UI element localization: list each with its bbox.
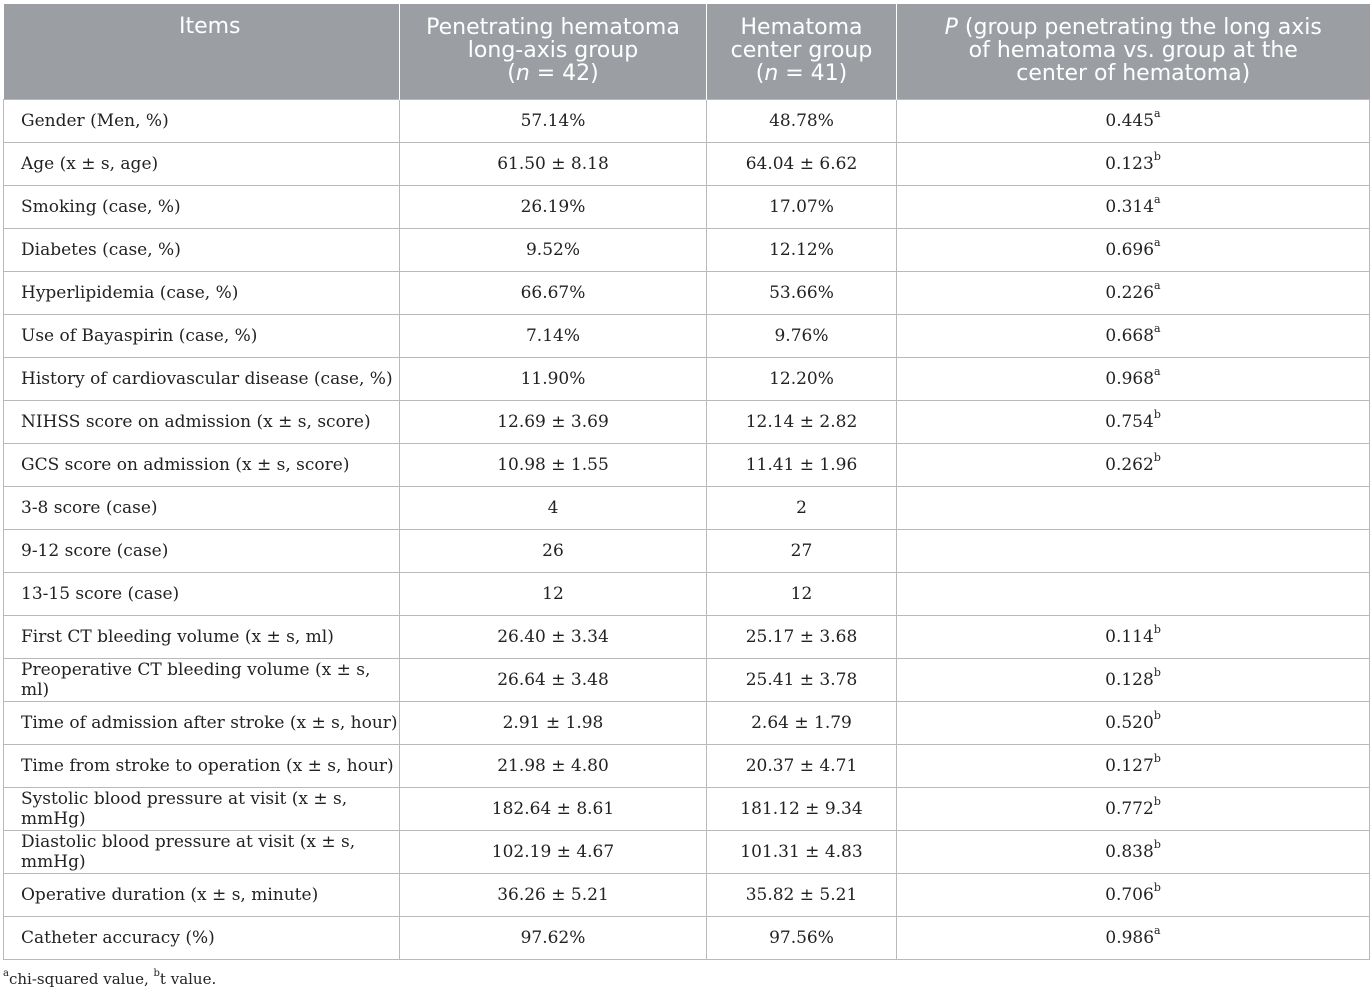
cell-p-value xyxy=(897,616,1370,659)
cell-item: Hyperlipidemia (case, %) xyxy=(4,272,400,315)
header-center-line1: Hematoma xyxy=(740,15,863,40)
header-p-line2: of hematoma vs. group at the xyxy=(968,38,1298,63)
p-value-text: 0.986 xyxy=(1105,928,1155,948)
p-value-text: 0.520 xyxy=(1105,713,1154,733)
p-value-mark: a xyxy=(1154,924,1161,938)
table-row xyxy=(4,315,1370,358)
cell-p-value xyxy=(897,702,1370,745)
cell-p-value xyxy=(897,229,1370,272)
cell-p-value xyxy=(897,186,1370,229)
cell-center: 9.76% xyxy=(707,315,897,358)
cell-long-axis: 12.69 ± 3.69 xyxy=(400,401,707,444)
header-p-line1: P (group penetrating the long axis xyxy=(944,15,1322,40)
cell-center: 2.64 ± 1.79 xyxy=(707,702,897,745)
cell-center: 48.78% xyxy=(707,100,897,143)
p-value-text: 0.754 xyxy=(1105,412,1154,432)
p-value-mark: b xyxy=(1153,709,1161,723)
p-value-text: 0.696 xyxy=(1105,240,1155,260)
cell-center: 17.07% xyxy=(707,186,897,229)
p-value-text: 0.128 xyxy=(1105,670,1154,690)
cell-p-value xyxy=(897,874,1370,917)
cell-center: 25.41 ± 3.78 xyxy=(707,659,897,702)
p-value-mark: a xyxy=(1154,322,1161,336)
p-value-text: 0.123 xyxy=(1105,154,1154,174)
cell-center: 20.37 ± 4.71 xyxy=(707,745,897,788)
cell-center: 35.82 ± 5.21 xyxy=(707,874,897,917)
p-value-mark: b xyxy=(1153,150,1161,164)
cell-p-value xyxy=(897,272,1370,315)
table-row xyxy=(4,702,1370,745)
p-value-text: 0.226 xyxy=(1105,283,1155,303)
cell-center: 181.12 ± 9.34 xyxy=(707,788,897,831)
p-value-mark: b xyxy=(1153,451,1161,465)
header-long-axis-group xyxy=(400,4,707,100)
p-value-text: 0.838 xyxy=(1105,842,1154,862)
cell-long-axis: 10.98 ± 1.55 xyxy=(400,444,707,487)
p-value-mark: b xyxy=(1153,795,1161,809)
cell-long-axis: 2.91 ± 1.98 xyxy=(400,702,707,745)
header-center-group xyxy=(707,4,897,100)
cell-p-value xyxy=(897,100,1370,143)
cell-item: NIHSS score on admission (x ± s, score) xyxy=(4,401,400,444)
cell-long-axis: 61.50 ± 8.18 xyxy=(400,143,707,186)
table-row xyxy=(4,659,1370,702)
table-row xyxy=(4,229,1370,272)
cell-p-value xyxy=(897,831,1370,874)
header-center-line2: center group xyxy=(730,38,873,63)
p-value-text: 0.668 xyxy=(1105,326,1155,346)
p-value-mark: b xyxy=(1153,408,1161,422)
header-long-axis-line2: long-axis group xyxy=(467,38,639,63)
header-long-axis-line1: Penetrating hematoma xyxy=(426,15,680,40)
cell-item: Diabetes (case, %) xyxy=(4,229,400,272)
table-row xyxy=(4,745,1370,788)
cell-long-axis: 97.62% xyxy=(400,917,707,960)
p-value-mark: b xyxy=(1153,838,1161,852)
cell-center: 12.20% xyxy=(707,358,897,401)
p-value-mark: b xyxy=(1153,666,1161,680)
cell-long-axis: 36.26 ± 5.21 xyxy=(400,874,707,917)
footnote-b-text: t value. xyxy=(159,970,217,988)
cell-center: 64.04 ± 6.62 xyxy=(707,143,897,186)
header-items xyxy=(4,4,400,100)
cell-p-value xyxy=(897,487,1370,530)
cell-long-axis: 9.52% xyxy=(400,229,707,272)
cell-center: 101.31 ± 4.83 xyxy=(707,831,897,874)
p-value-mark: a xyxy=(1154,236,1161,250)
cell-p-value xyxy=(897,315,1370,358)
p-value-text: 0.445 xyxy=(1105,111,1155,131)
table-row xyxy=(4,831,1370,874)
cell-p-value xyxy=(897,444,1370,487)
footnote-b-mark: b xyxy=(153,968,160,979)
cell-item: Operative duration (x ± s, minute) xyxy=(4,874,400,917)
table-row xyxy=(4,143,1370,186)
cell-p-value xyxy=(897,401,1370,444)
cell-item: Time of admission after stroke (x ± s, hour) xyxy=(4,702,400,745)
cell-long-axis: 21.98 ± 4.80 xyxy=(400,745,707,788)
table-row xyxy=(4,401,1370,444)
header-center-n: (n = 41) xyxy=(755,61,848,86)
table-row xyxy=(4,874,1370,917)
table-row xyxy=(4,917,1370,960)
table-footnote xyxy=(3,970,216,988)
cell-long-axis: 66.67% xyxy=(400,272,707,315)
table-row xyxy=(4,616,1370,659)
p-value-mark: a xyxy=(1154,193,1161,207)
table-row xyxy=(4,444,1370,487)
cell-item: Preoperative CT bleeding volume (x ± s, ml) xyxy=(4,659,400,702)
cell-p-value xyxy=(897,788,1370,831)
header-long-axis-n: (n = 42) xyxy=(507,61,599,86)
footnote-a-text: chi-squared value, xyxy=(8,970,154,988)
cell-item: 13-15 score (case) xyxy=(4,573,400,616)
p-value-text: 0.772 xyxy=(1105,799,1154,819)
header-p-value xyxy=(897,4,1370,100)
cell-center: 53.66% xyxy=(707,272,897,315)
cell-item: Age (x ± s, age) xyxy=(4,143,400,186)
cell-item: Gender (Men, %) xyxy=(4,100,400,143)
table-row xyxy=(4,788,1370,831)
cell-p-value xyxy=(897,573,1370,616)
cell-center: 27 xyxy=(707,530,897,573)
cell-long-axis: 12 xyxy=(400,573,707,616)
p-value-mark: a xyxy=(1154,365,1161,379)
p-value-text: 0.262 xyxy=(1105,455,1154,475)
p-value-text: 0.314 xyxy=(1105,197,1155,217)
table-row xyxy=(4,272,1370,315)
p-value-text: 0.114 xyxy=(1105,627,1154,647)
cell-item: First CT bleeding volume (x ± s, ml) xyxy=(4,616,400,659)
header-items-label: Items xyxy=(178,14,241,39)
header-row xyxy=(4,4,1370,100)
cell-long-axis: 26.40 ± 3.34 xyxy=(400,616,707,659)
table-row xyxy=(4,186,1370,229)
cell-long-axis: 26 xyxy=(400,530,707,573)
table-row xyxy=(4,573,1370,616)
p-value-mark: a xyxy=(1154,279,1161,293)
cell-item: History of cardiovascular disease (case, %) xyxy=(4,358,400,401)
table-row xyxy=(4,358,1370,401)
cell-long-axis: 11.90% xyxy=(400,358,707,401)
p-value-mark: b xyxy=(1153,752,1161,766)
p-value-mark: a xyxy=(1154,107,1161,121)
cell-center: 11.41 ± 1.96 xyxy=(707,444,897,487)
cell-long-axis: 57.14% xyxy=(400,100,707,143)
cell-long-axis: 26.64 ± 3.48 xyxy=(400,659,707,702)
cell-center: 12.14 ± 2.82 xyxy=(707,401,897,444)
data-table xyxy=(3,4,1370,960)
cell-p-value xyxy=(897,530,1370,573)
cell-p-value xyxy=(897,745,1370,788)
p-value-mark: b xyxy=(1153,881,1161,895)
p-value-text: 0.706 xyxy=(1105,885,1154,905)
table-container xyxy=(3,4,1369,960)
cell-center: 12 xyxy=(707,573,897,616)
p-value-text: 0.968 xyxy=(1105,369,1155,389)
table-row xyxy=(4,100,1370,143)
cell-p-value xyxy=(897,659,1370,702)
cell-center: 25.17 ± 3.68 xyxy=(707,616,897,659)
cell-long-axis: 26.19% xyxy=(400,186,707,229)
cell-item: 9-12 score (case) xyxy=(4,530,400,573)
table-row xyxy=(4,530,1370,573)
cell-item: Systolic blood pressure at visit (x ± s, mmHg) xyxy=(4,788,400,831)
cell-long-axis: 4 xyxy=(400,487,707,530)
cell-long-axis: 102.19 ± 4.67 xyxy=(400,831,707,874)
cell-item: Time from stroke to operation (x ± s, hour) xyxy=(4,745,400,788)
table-body xyxy=(4,100,1370,960)
cell-p-value xyxy=(897,358,1370,401)
cell-item: Diastolic blood pressure at visit (x ± s, mmHg) xyxy=(4,831,400,874)
cell-long-axis: 7.14% xyxy=(400,315,707,358)
cell-center: 2 xyxy=(707,487,897,530)
table-row xyxy=(4,487,1370,530)
header-p-line3: center of hematoma) xyxy=(1016,61,1251,86)
p-value-text: 0.127 xyxy=(1105,756,1154,776)
cell-item: Use of Bayaspirin (case, %) xyxy=(4,315,400,358)
cell-item: Catheter accuracy (%) xyxy=(4,917,400,960)
cell-item: Smoking (case, %) xyxy=(4,186,400,229)
cell-item: GCS score on admission (x ± s, score) xyxy=(4,444,400,487)
cell-long-axis: 182.64 ± 8.61 xyxy=(400,788,707,831)
cell-p-value xyxy=(897,917,1370,960)
cell-item: 3-8 score (case) xyxy=(4,487,400,530)
footnote-a-mark: a xyxy=(3,968,9,979)
cell-center: 97.56% xyxy=(707,917,897,960)
cell-p-value xyxy=(897,143,1370,186)
cell-center: 12.12% xyxy=(707,229,897,272)
table-header xyxy=(4,4,1370,100)
p-value-mark: b xyxy=(1153,623,1161,637)
